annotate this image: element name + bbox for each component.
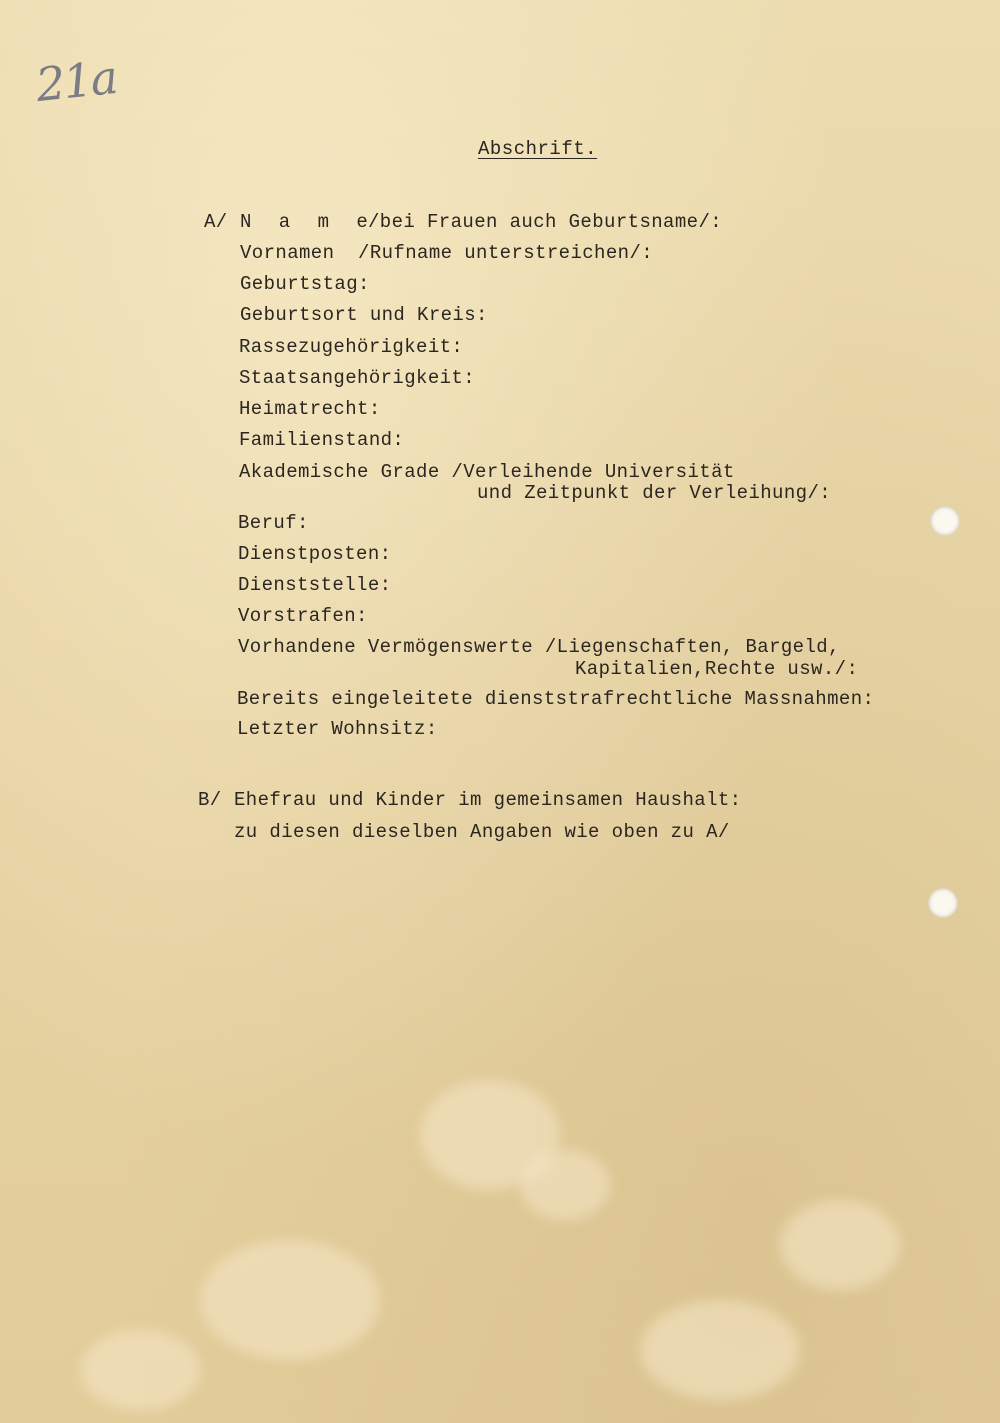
paper-stain	[200, 1240, 380, 1360]
field-geburtstag: Geburtstag:	[240, 273, 370, 295]
section-b-line-2: zu diesen dieselben Angaben wie oben zu A/	[234, 821, 730, 843]
field-dienststrafrechtliche-massnahmen: Bereits eingeleitete dienststrafrechtliche Massnahmen:	[237, 688, 875, 710]
field-beruf: Beruf:	[238, 512, 309, 534]
field-vermoegenswerte-cont: Kapitalien,Rechte usw./:	[575, 658, 859, 680]
field-familienstand: Familienstand:	[239, 429, 405, 451]
field-letzter-wohnsitz: Letzter Wohnsitz:	[237, 718, 438, 740]
field-akademische-grade-cont: und Zeitpunkt der Verleihung/:	[477, 482, 832, 504]
section-b-line-1: Ehefrau und Kinder im gemeinsamen Haushalt:	[234, 789, 742, 811]
field-staatsangehoerigkeit: Staatsangehörigkeit:	[239, 367, 476, 389]
field-dienststelle: Dienststelle:	[238, 574, 392, 596]
field-vorstrafen: Vorstrafen:	[238, 605, 368, 627]
name-label: N a m e	[240, 211, 376, 233]
field-heimatrecht: Heimatrecht:	[239, 398, 381, 420]
punch-hole-top	[930, 506, 960, 536]
punch-hole-bottom	[928, 888, 958, 918]
paper-stain	[520, 1150, 610, 1220]
field-vermoegenswerte: Vorhandene Vermögenswerte /Liegenschaften, Bargeld,	[238, 636, 840, 658]
field-vornamen: Vornamen /Rufname unterstreichen/:	[240, 242, 654, 264]
section-a-marker: A/	[204, 211, 228, 233]
field-rassezugehoerigkeit: Rassezugehörigkeit:	[239, 336, 464, 358]
paper-stain	[80, 1330, 200, 1410]
name-note: /bei Frauen auch Geburtsname/:	[368, 211, 723, 233]
field-geburtsort: Geburtsort und Kreis:	[240, 304, 488, 326]
field-akademische-grade: Akademische Grade /Verleihende Universität	[239, 461, 735, 483]
field-dienstposten: Dienstposten:	[238, 543, 392, 565]
page-number: 21a	[33, 49, 119, 113]
paper-stain	[640, 1300, 800, 1400]
document-title: Abschrift.	[478, 138, 598, 160]
paper-stain	[780, 1200, 900, 1290]
section-b-marker: B/	[198, 789, 222, 811]
